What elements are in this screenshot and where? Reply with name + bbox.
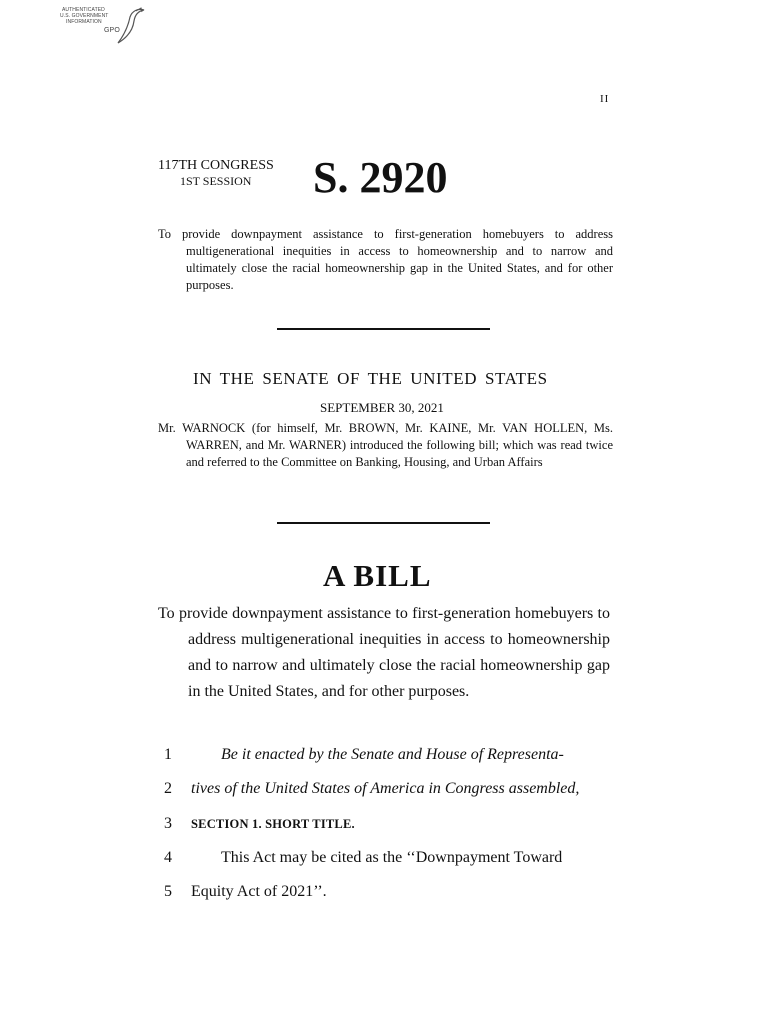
bill-line — [155, 778, 615, 800]
senate-heading: IN THE SENATE OF THE UNITED STATES — [193, 369, 548, 388]
long-title: To provide downpayment assistance to first-generation homebuyers to address multigenerational inequities in access to homeownership and to narrow and ultimately close the racial homeownership gap in the United States, and for other purposes. — [158, 605, 610, 700]
seal-text-line: INFORMATION — [66, 19, 102, 25]
seal-text-line: U.S. GOVERNMENT — [60, 13, 109, 19]
page-mark: II — [600, 93, 610, 105]
introduction-date: SEPTEMBER 30, 2021 — [320, 400, 444, 415]
line-number: 5 — [164, 883, 172, 900]
section-text: Equity Act of 2021’’. — [191, 883, 327, 900]
short-purpose: To provide downpayment assistance to first-generation homebuyers to address multigenerational inequities in access to homeownership and to narrow and ultimately close the racial homeownership gap in the United States, and for other purposes. — [158, 227, 613, 292]
a-bill-heading: A BILL — [323, 558, 432, 593]
divider-rule — [277, 328, 490, 330]
bill-line — [155, 813, 615, 835]
enacting-clause: tives of the United States of America in Congress assembled, — [191, 780, 580, 797]
bill-line — [155, 744, 615, 766]
section-heading: SECTION 1. SHORT TITLE. — [191, 817, 355, 831]
seal-text-line: GPO — [104, 27, 120, 34]
line-number: 1 — [164, 746, 172, 763]
divider-rule — [277, 522, 490, 524]
section-text: This Act may be cited as the ‘‘Downpayment Toward — [221, 849, 563, 866]
session-label: 1ST SESSION — [180, 174, 252, 188]
line-number: 4 — [164, 849, 172, 866]
bill-line — [155, 881, 615, 903]
seal-text-line: AUTHENTICATED — [62, 7, 105, 13]
line-number: 3 — [164, 815, 172, 832]
bill-line — [155, 847, 615, 869]
introduction-paragraph: Mr. WARNOCK (for himself, Mr. BROWN, Mr. KAINE, Mr. VAN HOLLEN, Ms. WARREN, and Mr. WARNER) introduced the following bill; which was read twice and referred to the Committee on Banking, Housing, and Urban Affairs — [158, 421, 613, 469]
congress-label: 117TH CONGRESS — [158, 158, 274, 173]
eagle-icon — [114, 5, 146, 47]
bill-number: S. 2920 — [313, 153, 448, 202]
gpo-authenticated-seal — [60, 5, 150, 47]
line-number: 2 — [164, 780, 172, 797]
enacting-clause: Be it enacted by the Senate and House of Representa- — [221, 746, 564, 763]
